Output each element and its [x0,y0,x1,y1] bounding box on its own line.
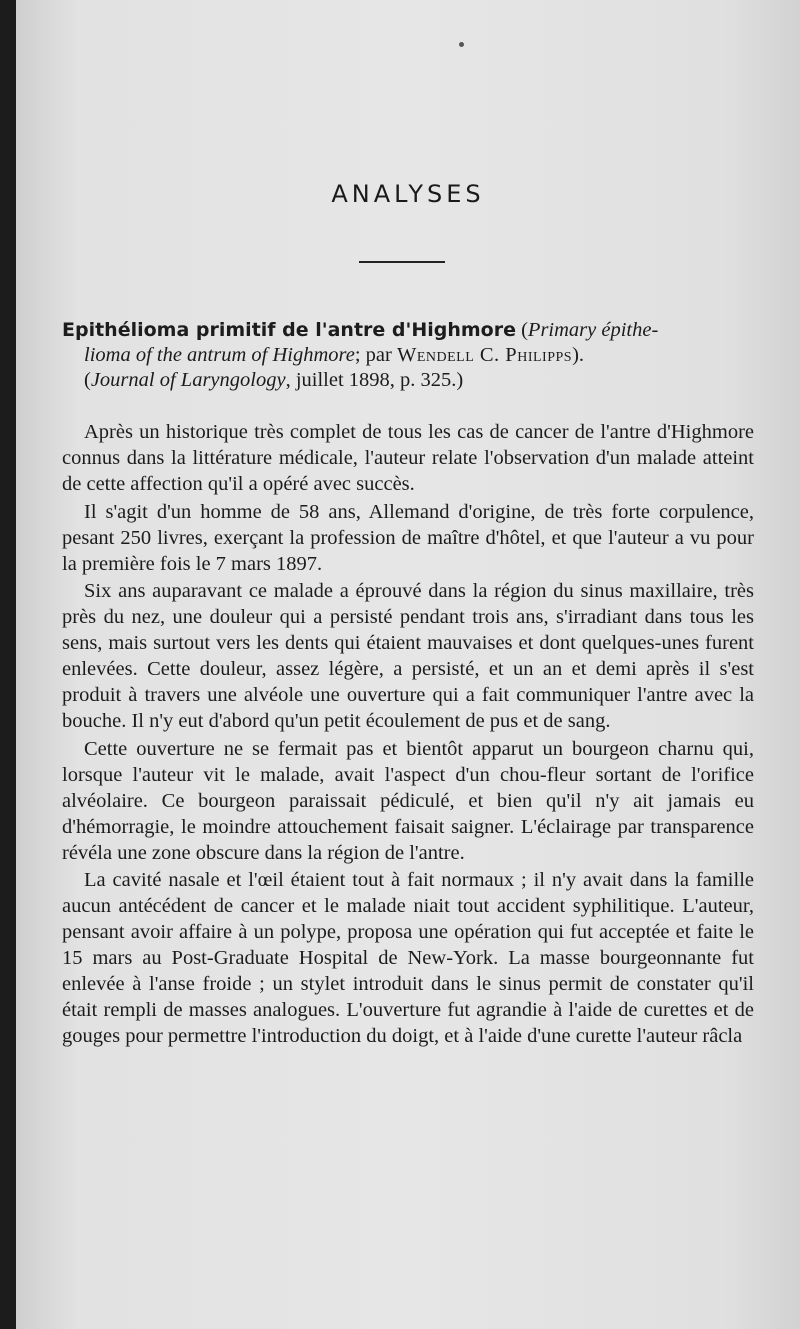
journal-name: Journal of Laryngology [90,369,286,391]
print-speck [459,42,464,47]
article-body [62,420,754,1050]
paren-close: ). [572,344,585,366]
paren-open: ( [515,319,528,341]
english-title-part-1: Primary épithe- [527,319,659,341]
par-text: ; par [354,344,397,366]
page-title: ANALYSES [331,180,485,208]
article-heading [62,318,754,393]
paragraph-5: La cavité nasale et l'œil étaient tout à fait normaux ; il n'y avait dans la famille aucun antécédent de cancer et le malade niait tout accident syphilitique. L'auteur, pensant avoir affaire à un polype, proposa une opération qui fut acceptée et faite le 15 mars au Post-Graduate Hospital de New-York. La masse bourgeonnante fut enlevée à l'anse froide ; un stylet introduit dans le sinus permit de constater qu'il était rempli de masses analogues. L'ouverture fut agrandie à l'aide de curettes et de gouges pour permettre l'introduction du doigt, et à l'aide d'une curette l'auteur râcla [62,869,754,1047]
english-title-part-2: lioma of the antrum of Highmore [84,344,355,366]
author-name: Wendell C. Philipps [396,344,573,366]
paragraph-1: Après un historique très complet de tous les cas de cancer de l'antre d'Highmore connus dans la littérature médicale, l'auteur relate l'observation d'un malade atteint de cette affection qu'il a opéré avec succès. [62,421,754,495]
heading-line-1 [62,318,754,343]
paragraph-2: Il s'agit d'un homme de 58 ans, Allemand d'origine, de très forte corpulence, pesant 250 livres, exerçant la profession de maître d'hôtel, et que l'auteur a vu pour la première fois le 7 mars 1897. [62,500,754,575]
paragraph-4: Cette ouverture ne se fermait pas et bientôt apparut un bourgeon charnu qui, lorsque l'auteur vit le malade, avait l'aspect d'un chou-fleur sortant de l'orifice alvéolaire. Ce bourgeon paraissait pédiculé, et bien qu'il n'y ait jamais eu d'hémorragie, le moindre attouchement faisait saigner. L'éclairage par transparence révéla une zone obscure dans la région de l'antre. [62,737,754,864]
heading-line-3 [62,368,754,393]
title-rule [359,261,445,263]
article-title: Epithélioma primitif de l'antre d'Highmore [62,319,516,341]
paren-open-2: ( [84,369,91,391]
paragraph-3: Six ans auparavant ce malade a éprouvé dans la région du sinus maxillaire, très près du nez, une douleur qui a persisté pendant trois ans, s'irradiant dans tous les sens, mais surtout vers les dents qui étaient mauvaises et dont quelques-unes furent enlevées. Cette douleur, assez légère, a persisté, et un an et demi après il s'est produit à travers une alvéole une ouverture qui a fait communiquer l'antre avec la bouche. Il n'y eut d'abord qu'un petit écoulement de pus et de sang. [62,580,754,732]
citation: , juillet 1898, p. 325.) [285,369,464,391]
document-page [16,0,800,1329]
heading-line-2 [62,343,754,368]
